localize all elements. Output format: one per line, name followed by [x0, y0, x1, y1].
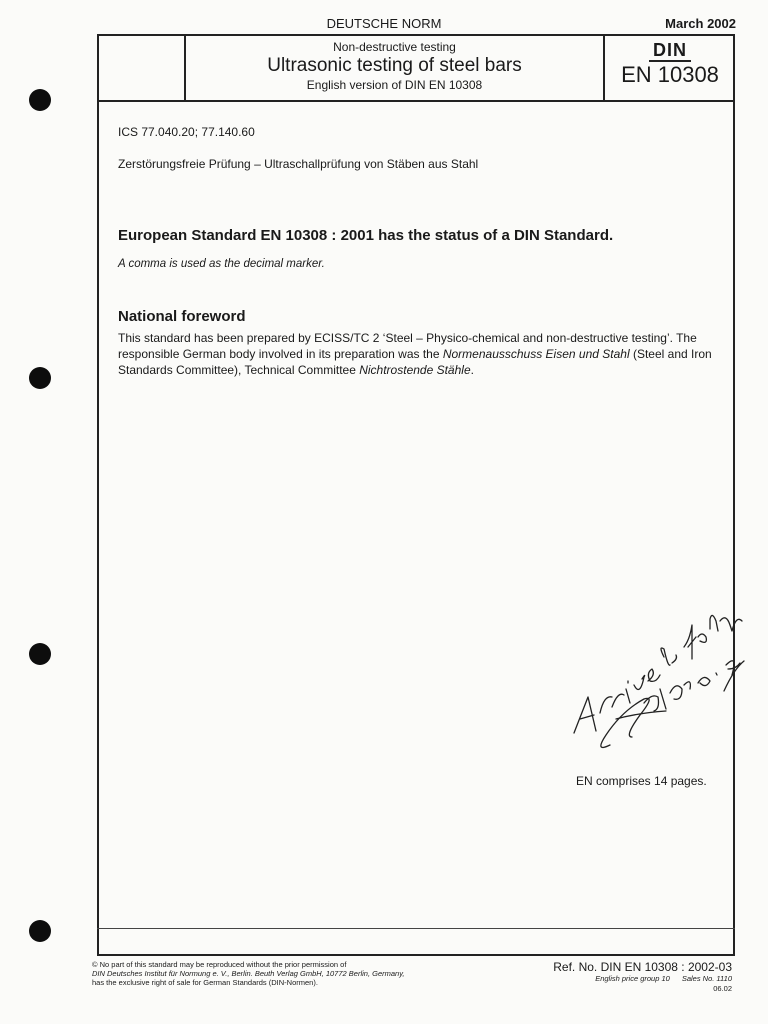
foreword-sentence: This standard has been prepared by ECISS/TC 2 ‘Steel – Physico-chemical and non-destructive testing’.	[118, 331, 673, 345]
reference-number: Ref. No. DIN EN 10308 : 2002-03	[553, 960, 732, 974]
publication-date: March 2002	[665, 16, 736, 31]
ics-code: ICS 77.040.20; 77.140.60	[118, 125, 255, 139]
foreword-text	[118, 330, 718, 378]
din-logo: DIN	[649, 40, 691, 62]
punch-hole	[29, 920, 51, 942]
copyright-line: © No part of this standard may be reproduced without the prior permission of	[92, 960, 347, 969]
document-series: DEUTSCHE NORM	[326, 16, 442, 31]
status-statement: European Standard EN 10308 : 2001 has the status of a DIN Standard.	[118, 227, 614, 244]
footer-rule	[97, 928, 735, 929]
page-count: EN comprises 14 pages.	[576, 774, 707, 788]
technical-committee: Nichtrostende Stähle	[359, 363, 471, 377]
handwritten-signature	[560, 585, 750, 760]
decimal-note: A comma is used as the decimal marker.	[118, 258, 325, 270]
copyright-line: has the exclusive right of sale for German Standards (DIN-Normen).	[92, 978, 318, 987]
committee-name: Normenausschuss Eisen und Stahl	[442, 347, 630, 361]
price-info	[553, 974, 732, 984]
print-code: 06.02	[713, 984, 732, 993]
punch-hole	[29, 643, 51, 665]
sales-number: Sales No. 1110	[681, 974, 732, 983]
german-title: Zerstörungsfreie Prüfung – Ultraschallprüfung von Stäben aus Stahl	[118, 157, 479, 171]
punch-hole	[29, 89, 51, 111]
standard-number: EN 10308	[621, 62, 719, 87]
foreword-sentence: (Steel and Iron Standards Committee), Technical Committee	[118, 347, 712, 377]
din-block	[605, 40, 735, 88]
foreword-heading: National foreword	[118, 308, 246, 325]
reference-block	[553, 960, 732, 994]
punch-hole	[29, 367, 51, 389]
copyright-line: DIN Deutsches Institut für Normung e. V., Berlin. Beuth Verlag GmbH, 10772 Berlin, Germany,	[92, 969, 405, 978]
foreword-sentence: The responsible German body involved in its preparation was the	[118, 331, 697, 361]
foreword-period: .	[470, 363, 474, 377]
copyright-notice	[92, 960, 472, 987]
category-label: Non-destructive testing	[333, 40, 456, 54]
title-block	[186, 40, 603, 92]
page-frame	[97, 34, 735, 956]
document-title: Ultrasonic testing of steel bars	[267, 55, 522, 76]
price-group: English price group 10	[595, 974, 670, 983]
version-label: English version of DIN EN 10308	[306, 78, 483, 92]
